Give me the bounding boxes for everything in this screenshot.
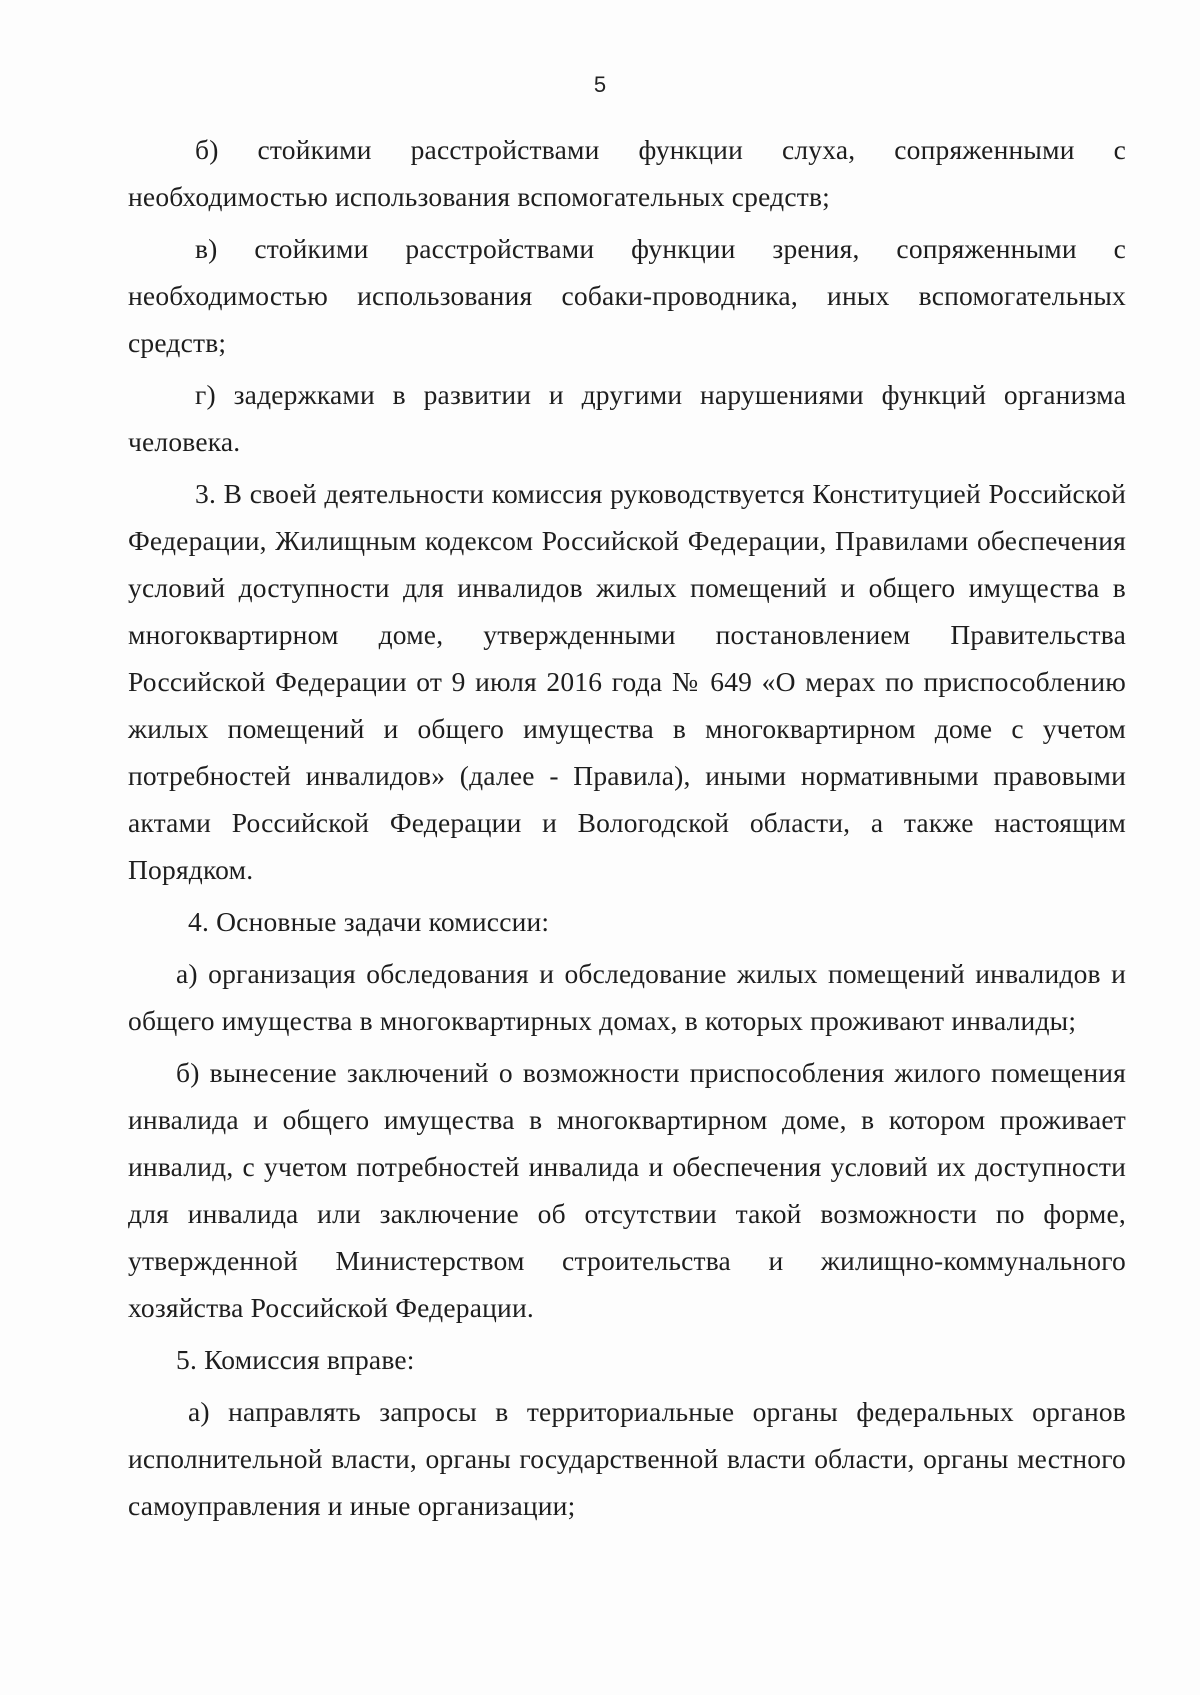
paragraph-b-hearing: б) стойкими расстройствами функции слуха, сопряженными с необходимостью использования вспомогательных средств;	[128, 134, 1126, 212]
paragraph-3-legal-basis: 3. В своей деятельности комиссия руководствуется Конституцией Российской Федерации, Жилищным кодексом Российской Федерации, Правилами обеспечения условий доступности для инвалидов жилых помещений и общего имущества в многоквартирном доме, утвержденными постановлением Правительства Российской Федерации от 9 июля 2016 года № 649 «О мерах по приспособлению жилых помещений и общего имущества в многоквартирном доме с учетом потребностей инвалидов» (далее - Правила), иными нормативными правовыми актами Российской Федерации и Вологодской области, а также настоящим Порядком.	[128, 478, 1126, 885]
paragraph-g-development: г) задержками в развитии и другими нарушениями функций организма человека.	[128, 379, 1126, 457]
paragraph-4b-conclusions: б) вынесение заключений о возможности приспособления жилого помещения инвалида и общего имущества в многоквартирном доме, в котором проживает инвалид, с учетом потребностей инвалида и обеспечения условий их доступности для инвалида или заключение об отсутствии такой возможности по форме, утвержденной Министерством строительства и жилищно-коммунального хозяйства Российской Федерации.	[128, 1057, 1126, 1323]
paragraph-5-heading: 5. Комиссия вправе:	[176, 1344, 415, 1375]
paragraph-4-heading: 4. Основные задачи комиссии:	[188, 906, 550, 937]
paragraph-4a-inspection: а) организация обследования и обследование жилых помещений инвалидов и общего имущества в многоквартирных домах, в которых проживают инвалиды;	[128, 958, 1126, 1036]
document-body	[128, 126, 1126, 1534]
page-number: 5	[593, 72, 607, 97]
paragraph-v-vision: в) стойкими расстройствами функции зрения, сопряженными с необходимостью использования собаки-проводника, иных вспомогательных средств;	[128, 233, 1126, 358]
paragraph-5a-requests: а) направлять запросы в территориальные органы федеральных органов исполнительной власти, органы государственной власти области, органы местного самоуправления и иные организации;	[128, 1396, 1126, 1521]
